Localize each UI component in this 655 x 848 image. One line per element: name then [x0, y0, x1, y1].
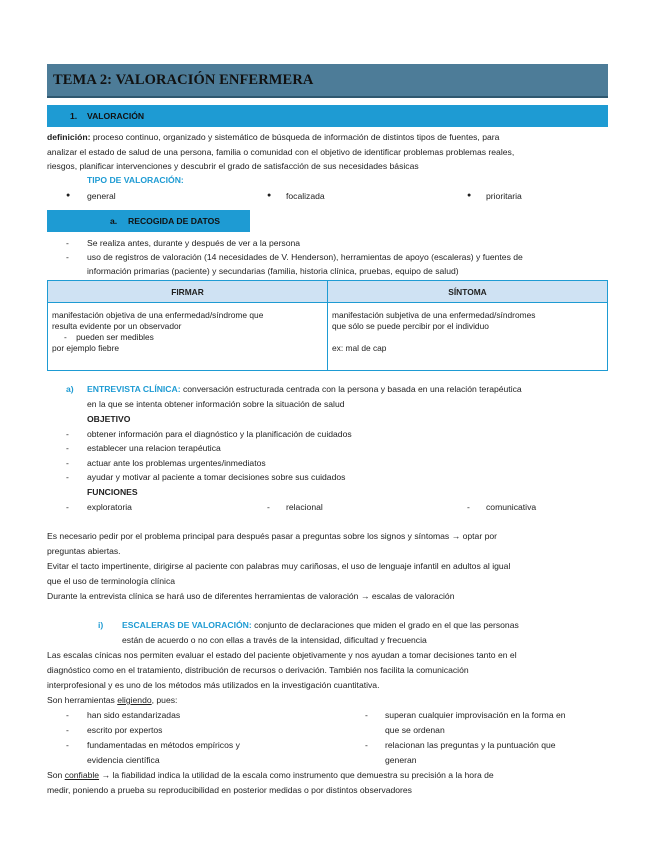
underlined-term: confiable [64, 770, 100, 780]
list-item: escrito por expertos [87, 725, 163, 735]
recogida-item-continued: información primarias (paciente) y secundarias (familia, historia clínica, pruebas, equipo de salud) [87, 266, 459, 276]
signo-sintoma-table [47, 280, 608, 371]
list-item-continued: generan [385, 755, 417, 765]
list-item: relacionan las preguntas y la puntuación que [385, 740, 556, 750]
objetivo-heading: OBJETIVO [87, 414, 131, 424]
objetivo-item: ayudar y motivar al paciente a tomar decisiones sobre sus cuidados [87, 472, 346, 482]
entrevista-line-1 [87, 383, 522, 395]
page-title: TEMA 2: VALORACIÓN ENFERMERA [53, 72, 314, 88]
list-item-continued: evidencia científica [87, 755, 160, 765]
paragraph-line: preguntas abiertas. [47, 546, 121, 556]
bullet-icon: ● [467, 192, 472, 199]
entrevista-marker: a) [66, 384, 74, 394]
dash-marker: - [66, 429, 69, 439]
list-item: superan cualquier improvisación en la forma en [385, 710, 566, 720]
confiable-line-2: medir, poniendo a prueba su reproducibilidad en posterior medidas o por distintos observadores [47, 785, 412, 795]
cell-text: pueden ser medibles [76, 332, 154, 342]
herramientas-text: , pues: [151, 695, 178, 705]
cell-text: resulta evidente por un observador [52, 321, 182, 331]
objetivo-item: actuar ante los problemas urgentes/inmediatos [87, 458, 266, 468]
bullet-icon: ● [66, 192, 71, 199]
cell-text: ex: mal de cap [332, 343, 387, 353]
table-header: FIRMAR [48, 281, 328, 303]
objetivo-item: establecer una relacion terapéutica [87, 443, 221, 453]
dash-marker: - [66, 710, 69, 720]
confiable-text: → la fiabilidad indica la utilidad de la escala como instrumento que demuestra su precisión a la hora de [99, 770, 494, 780]
cell-text: que sólo se puede percibir por el individuo [332, 321, 489, 331]
subsection-title: RECOGIDA DE DATOS [128, 216, 220, 226]
funcion-item: exploratoria [87, 502, 132, 512]
table-cell-right [328, 303, 608, 371]
escalas-line-2: están de acuerdo o no con ellas a través de la intensidad, dificultad y frecuencia [122, 635, 427, 645]
dash-marker: - [267, 502, 270, 512]
escalas-heading: ESCALERAS DE VALORACIÓN: [122, 620, 252, 630]
dash-marker: - [365, 740, 368, 750]
bullet-icon: ● [267, 192, 272, 199]
paragraph-line: Es necesario pedir por el problema principal para después pasar a preguntas sobre los signos y síntomas → optar por [47, 531, 497, 541]
entrevista-text: conversación estructurada centrada con la persona y basada en una relación terapéutica [182, 384, 522, 394]
escalas-text: conjunto de declaraciones que miden el grado en el que las personas [254, 620, 519, 630]
recogida-item: uso de registros de valoración (14 necesidades de V. Henderson), herramientas de apoyo (escaleras) y fuentes de [87, 252, 523, 262]
section-number: 1. [70, 111, 78, 121]
subsection-letter: a. [110, 216, 118, 226]
herramientas-text: Son herramientas [47, 695, 118, 705]
definition-line-3: riesgos, planificar intervenciones y descubrir el grado de satisfacción de sus necesidades básicas [47, 161, 419, 171]
escalas-marker: i) [98, 620, 104, 630]
confiable-text: Son [47, 770, 65, 780]
definition-text: proceso continuo, organizado y sistemático de búsqueda de información de distintos tipos de fuentes, para [92, 132, 500, 142]
dash-marker: - [66, 443, 69, 453]
tipo-item: focalizada [286, 191, 325, 201]
paragraph-line: que el uso de terminología clínica [47, 576, 176, 586]
table-cell-left [48, 303, 328, 371]
funcion-item: comunicativa [486, 502, 537, 512]
herramientas-line [47, 694, 177, 706]
list-item: han sido estandarizadas [87, 710, 181, 720]
section-title: VALORACIÓN [87, 111, 145, 121]
dash-marker: - [64, 332, 67, 342]
definition-label: definición: [47, 132, 91, 142]
recogida-item: Se realiza antes, durante y después de ver a la persona [87, 238, 301, 248]
definition-line-1 [47, 131, 499, 143]
confiable-line-1 [47, 769, 494, 781]
cell-text [52, 332, 323, 343]
list-item-continued: que se ordenan [385, 725, 445, 735]
dash-marker: - [66, 472, 69, 482]
dash-marker: - [66, 252, 69, 262]
dash-marker: - [467, 502, 470, 512]
entrevista-heading: ENTREVISTA CLÍNICA: [87, 384, 181, 394]
objetivo-item: obtener información para el diagnóstico y la planificación de cuidados [87, 429, 352, 439]
paragraph-line: Las escalas cínicas nos permiten evaluar el estado del paciente objetivamente y nos ayudan a tomar decisiones tanto en el [47, 650, 517, 660]
cell-text: manifestación objetiva de una enfermedad/síndrome que [52, 310, 264, 320]
cell-text: manifestación subjetiva de una enfermedad/síndromes [332, 310, 536, 320]
entrevista-line-2: en la que se intenta obtener información sobre la situación de salud [87, 399, 345, 409]
funciones-heading: FUNCIONES [87, 487, 138, 497]
list-item: fundamentadas en métodos empíricos y [87, 740, 240, 750]
paragraph-line: interprofesional y es uno de los métodos más utilizados en la investigación cuantitativa. [47, 680, 380, 690]
dash-marker: - [66, 740, 69, 750]
cell-text: por ejemplo fiebre [52, 343, 120, 353]
dash-marker: - [66, 725, 69, 735]
cell-text [332, 332, 603, 343]
paragraph-line: diagnóstico como en el tratamiento, distribución de recursos o derivación. También nos facilita la comunicación [47, 665, 469, 675]
tipo-item: general [87, 191, 116, 201]
table-header: SÍNTOMA [328, 281, 608, 303]
underlined-term: eligiendo [117, 695, 152, 705]
dash-marker: - [66, 458, 69, 468]
paragraph-line: Durante la entrevista clínica se hará uso de diferentes herramientas de valoración → escalas de valoración [47, 591, 455, 601]
escalas-line-1 [122, 619, 519, 631]
tipos-heading: TIPO DE VALORACIÓN: [87, 175, 184, 185]
definition-line-2: analizar el estado de salud de una persona, familia o comunidad con el objetivo de identificar problemas problemas reales, [47, 147, 515, 157]
tipo-item: prioritaria [486, 191, 522, 201]
funcion-item: relacional [286, 502, 323, 512]
dash-marker: - [66, 238, 69, 248]
dash-marker: - [365, 710, 368, 720]
dash-marker: - [66, 502, 69, 512]
paragraph-line: Evitar el tacto impertinente, dirigirse al paciente con palabras muy cariñosas, el uso de lenguaje infantil en adultos al igual [47, 561, 511, 571]
